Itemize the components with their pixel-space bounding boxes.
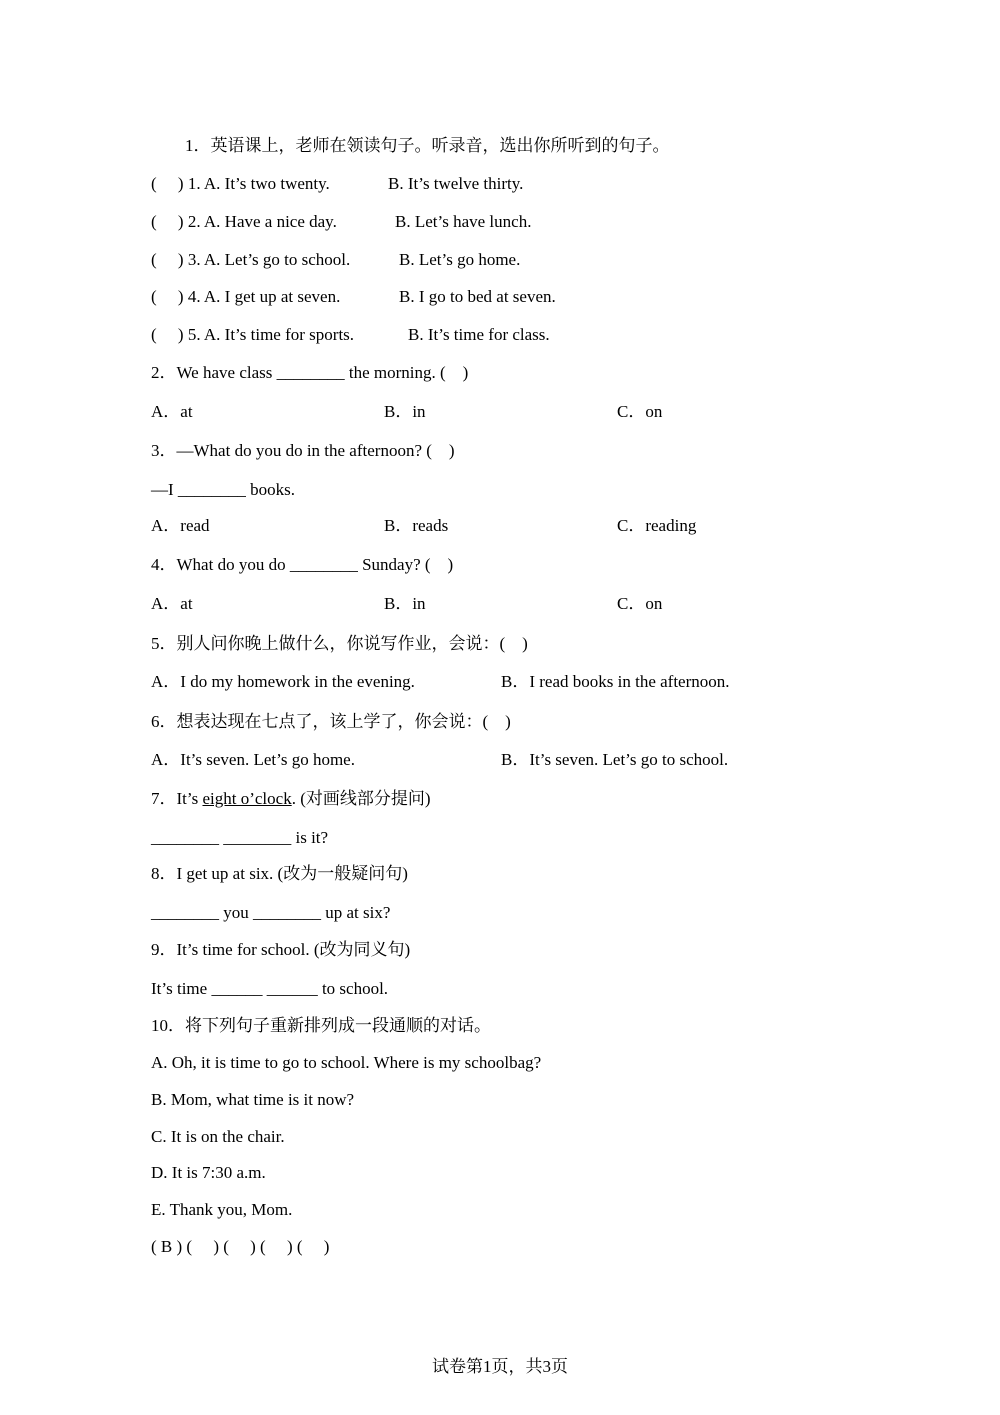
q7-underlined-phrase: eight o’clock <box>202 789 292 808</box>
q6-option-b: B．It’s seven. Let’s go to school. <box>501 750 729 769</box>
q10-option-a: A. Oh, it is time to go to school. Where is my schoolbag? <box>151 1053 542 1072</box>
q10-stem: 10．将下列句子重新排列成一段通顺的对话。 <box>151 1016 491 1035</box>
q5-stem: 5．别人问你晚上做什么，你说写作业，会说：( ) <box>151 634 528 653</box>
q10-answer-line: ( B ) ( ) ( ) ( ) ( ) <box>151 1237 330 1256</box>
q1-item-1: ( ) 1. A. It’s two twenty. <box>151 174 330 193</box>
q3-stem: 3．—What do you do in the afternoon? ( ) <box>151 441 455 460</box>
q1-item-2: ( ) 2. A. Have a nice day. <box>151 212 337 231</box>
q1-item-3-b: B. Let’s go home. <box>399 250 521 269</box>
q6-stem: 6．想表达现在七点了，该上学了，你会说：( ) <box>151 712 511 731</box>
q2-option-b: B．in <box>384 402 426 421</box>
q4-stem: 4．What do you do ________ Sunday? ( ) <box>151 555 454 574</box>
q6-option-a: A．It’s seven. Let’s go home. <box>151 750 355 769</box>
q7-stem-pre: 7．It’s <box>151 789 203 808</box>
q1-item-4-b: B. I go to bed at seven. <box>399 287 556 306</box>
q10-option-d: D. It is 7:30 a.m. <box>151 1163 266 1182</box>
q1-item-3: ( ) 3. A. Let’s go to school. <box>151 250 351 269</box>
q3-option-a: A．read <box>151 516 210 535</box>
q3-option-b: B．reads <box>384 516 449 535</box>
q5-option-b: B．I read books in the afternoon. <box>501 672 730 691</box>
q8-answer-line: ________ you ________ up at six? <box>151 903 391 922</box>
q4-option-c: C．on <box>617 594 663 613</box>
q4-option-a: A．at <box>151 594 193 613</box>
q2-option-a: A．at <box>151 402 193 421</box>
q1-item-2-b: B. Let’s have lunch. <box>395 212 532 231</box>
q10-option-c: C. It is on the chair. <box>151 1127 285 1146</box>
q3-option-c: C．reading <box>617 516 697 535</box>
page-footer: 试卷第1页，共3页 <box>432 1357 568 1376</box>
q2-stem: 2．We have class ________ the morning. ( ) <box>151 363 469 382</box>
q7-stem-post: . (对画线部分提问) <box>291 789 431 808</box>
q3-stem-2: —I ________ books. <box>151 480 296 499</box>
q7-answer-line: ________ ________ is it? <box>151 828 329 847</box>
q9-answer-line: It’s time ______ ______ to school. <box>151 979 389 998</box>
q1-item-5-b: B. It’s time for class. <box>408 325 550 344</box>
q5-option-a: A．I do my homework in the evening. <box>151 672 415 691</box>
q9-stem: 9．It’s time for school. (改为同义句) <box>151 940 411 959</box>
q8-stem: 8．I get up at six. (改为一般疑问句) <box>151 864 408 883</box>
q1-item-1-b: B. It’s twelve thirty. <box>388 174 524 193</box>
q1-item-4: ( ) 4. A. I get up at seven. <box>151 287 341 306</box>
q1-item-5: ( ) 5. A. It’s time for sports. <box>151 325 355 344</box>
q2-option-c: C．on <box>617 402 663 421</box>
q1-title: 1．英语课上，老师在领读句子。听录音，选出你所听到的句子。 <box>185 136 670 155</box>
q4-option-b: B．in <box>384 594 426 613</box>
q10-option-b: B. Mom, what time is it now? <box>151 1090 355 1109</box>
q10-option-e: E. Thank you, Mom. <box>151 1200 293 1219</box>
q7-stem <box>151 789 431 809</box>
